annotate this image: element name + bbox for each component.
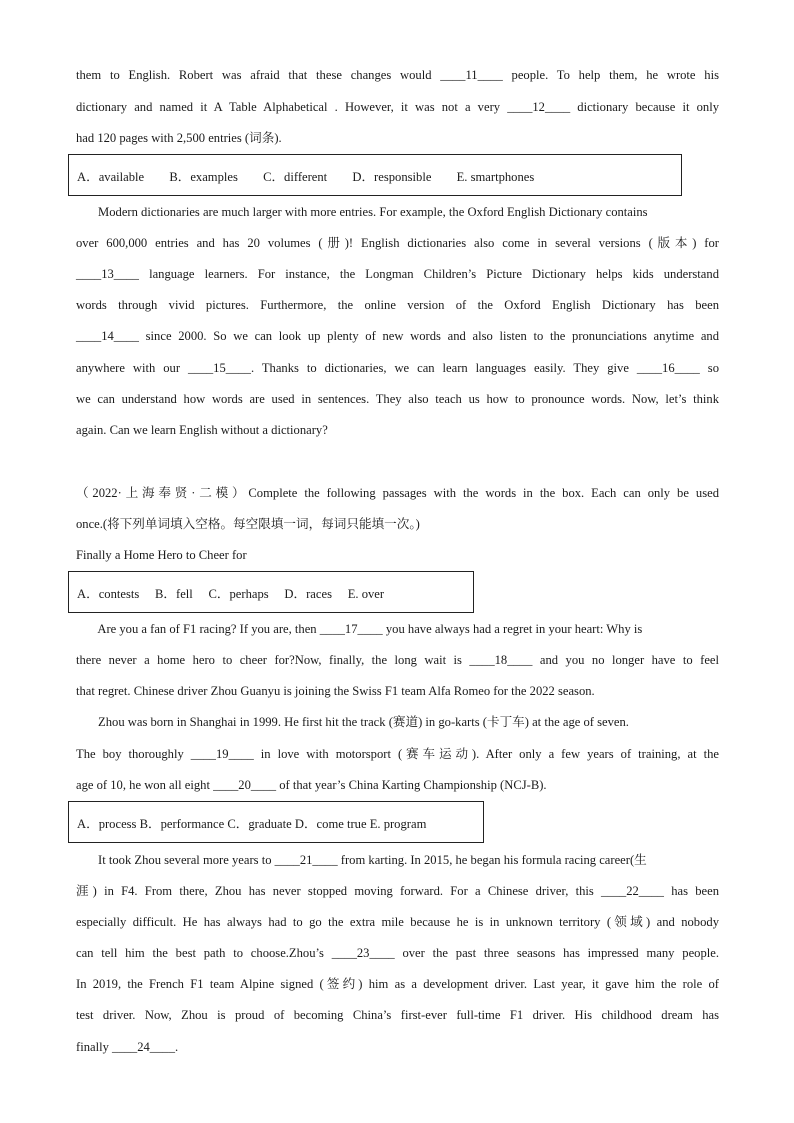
word-box-2-options: A．contests B．fell C．perhaps D．races E. over	[77, 587, 385, 601]
passage-4-line: can tell him the best path to choose.Zhou’s ____23____ over the past three seasons has impressed many people.	[76, 946, 719, 960]
word-box-3	[68, 801, 484, 843]
passage-4-line: finally ____24____.	[76, 1040, 179, 1054]
word-box-1-options: A．available B．examples C．different D．responsible E. smartphones	[77, 170, 535, 184]
passage-1-line: had 120 pages with 2,500 entries (词条).	[76, 131, 282, 145]
instruction-line: once.(将下列单词填入空格。每空限填一词，每词只能填一次。)	[76, 517, 420, 531]
passage-2-line: we can understand how words are used in sentences. They also teach us how to pronounce words. Now, let’s think	[76, 392, 719, 406]
passage-4-line: especially difficult. He has always had to go the extra mile because he is in unknown territory (领域) and nobody	[76, 915, 719, 929]
passage-1-line: dictionary and named it A Table Alphabetical . However, it was not a very ____12____ dictionary because it only	[76, 100, 719, 114]
passage-2-line: ____14____ since 2000. So we can look up plenty of new words and also listen to the pronunciations anytime and	[76, 329, 719, 343]
word-box-1	[68, 154, 682, 196]
word-box-3-options: A．process B．performance C．graduate D．come true E. program	[77, 817, 427, 831]
passage-2-line: Modern dictionaries are much larger with more entries. For example, the Oxford English Dictionary contains	[76, 205, 648, 219]
passage-2-line: anywhere with our ____15____. Thanks to dictionaries, we can learn languages easily. They give ____16____ so	[76, 361, 719, 375]
passage-2-line: over 600,000 entries and has 20 volumes (册)! English dictionaries also come in several versions (版本) for	[76, 236, 719, 250]
passage-4-line: 涯) in F4. From there, Zhou has never stopped moving forward. For a Chinese driver, this ____22____ has been	[76, 884, 719, 898]
passage-3-line: The boy thoroughly ____19____ in love with motorsport (赛车运动). After only a few years of training, at the	[76, 747, 719, 761]
passage-2-line: words through vivid pictures. Furthermore, the online version of the Oxford English Dictionary has been	[76, 298, 719, 312]
passage-4-line: It took Zhou several more years to ____21____ from karting. In 2015, he began his formula racing career(生	[76, 853, 647, 867]
word-box-2	[68, 571, 474, 613]
passage-3-line: there never a home hero to cheer for?Now, finally, the long wait is ____18____ and you no longer have to feel	[76, 653, 719, 667]
passage-2-line: ____13____ language learners. For instance, the Longman Children’s Picture Dictionary helps kids understand	[76, 267, 719, 281]
passage-3-line: Zhou was born in Shanghai in 1999. He first hit the track (赛道) in go-karts (卡丁车) at the age of seven.	[76, 715, 629, 729]
passage-4-line: test driver. Now, Zhou is proud of becoming China’s first-ever full-time F1 driver. His childhood dream has	[76, 1008, 719, 1022]
passage-1-line: them to English. Robert was afraid that these changes would ____11____ people. To help them, he wrote his	[76, 68, 719, 82]
passage-3-line: that regret. Chinese driver Zhou Guanyu is joining the Swiss F1 team Alfa Romeo for the 2022 season.	[76, 684, 595, 698]
passage-2-line: again. Can we learn English without a dictionary?	[76, 423, 328, 437]
passage-4-line: In 2019, the French F1 team Alpine signed (签约) him as a development driver. Last year, it gave him the role of	[76, 977, 719, 991]
passage-3-line: age of 10, he won all eight ____20____ of that year’s China Karting Championship (NCJ-B).	[76, 778, 547, 792]
passage-3-line: Are you a fan of F1 racing? If you are, then ____17____ you have always had a regret in your heart: Why is	[76, 622, 643, 636]
passage-title: Finally a Home Hero to Cheer for	[76, 548, 247, 562]
instruction-line: （2022·上海奉贤·二模）Complete the following passages with the words in the box. Each can only be used	[76, 486, 719, 500]
